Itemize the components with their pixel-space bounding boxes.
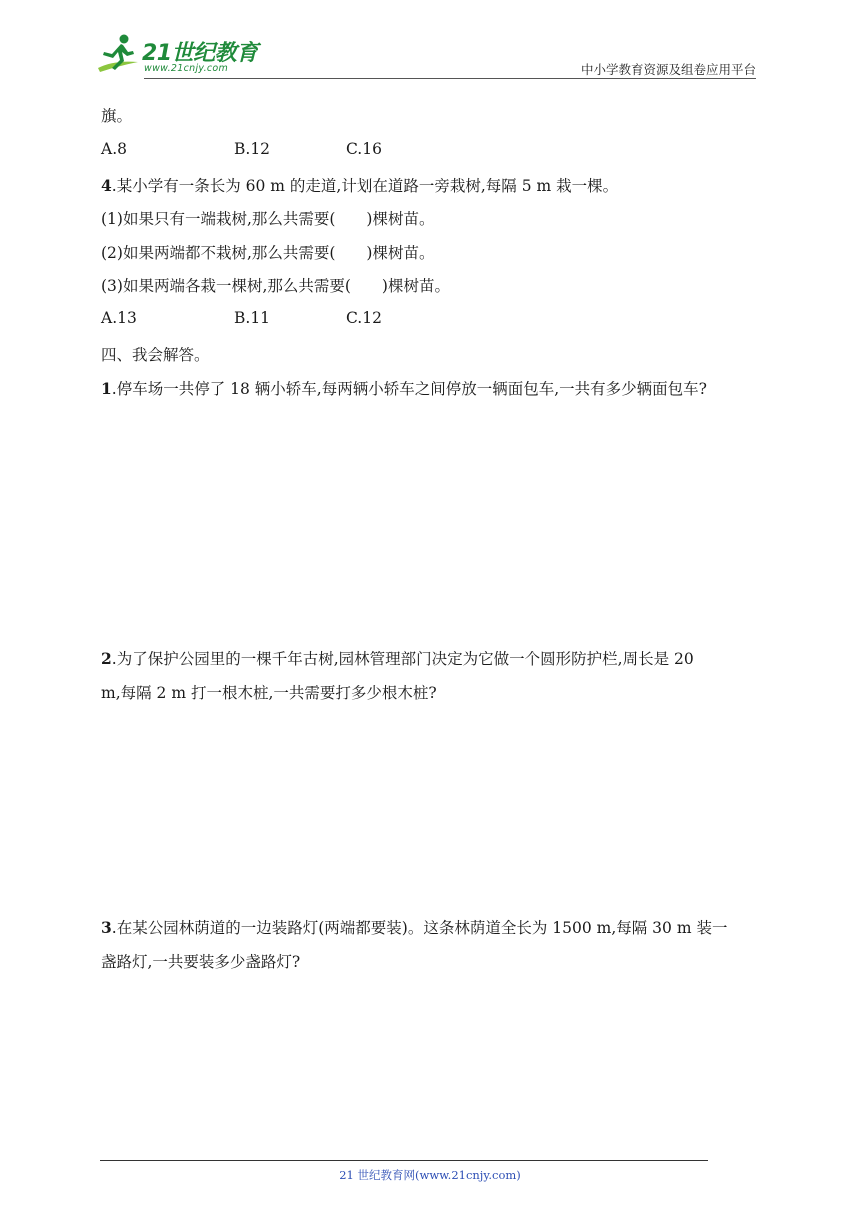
- q4-stem: [101, 174, 618, 196]
- logo-text: 21世纪教育: [142, 41, 258, 66]
- problem-2-line-2: m,每隔 2 m 打一根木桩,一共需要打多少根木桩?: [101, 684, 437, 702]
- q4-part-3: (3)如果两端各栽一棵树,那么共需要( )棵树苗。: [101, 277, 450, 295]
- option-c: C.12: [346, 309, 382, 327]
- problem-2-text: .为了保护公园里的一棵千年古树,园林管理部门决定为它做一个圆形防护栏,周长是 20: [111, 650, 694, 668]
- q3-options: [101, 140, 501, 160]
- problem-3: [101, 916, 727, 938]
- option-b: B.11: [234, 309, 271, 327]
- problem-3-number: 3: [101, 918, 112, 937]
- footer-link[interactable]: 21 世纪教育网(www.21cnjy.com): [339, 1168, 521, 1182]
- q4-part-2: (2)如果两端都不栽树,那么共需要( )棵树苗。: [101, 244, 435, 262]
- q4-options: [101, 309, 501, 329]
- problem-2: [101, 647, 694, 669]
- option-a: A.8: [101, 140, 127, 158]
- option-c: C.16: [346, 140, 382, 158]
- problem-3-line-2: 盏路灯,一共要装多少盏路灯?: [101, 953, 301, 971]
- header-divider: [144, 78, 756, 79]
- q4-part-1: (1)如果只有一端栽树,那么共需要( )棵树苗。: [101, 210, 435, 228]
- logo-url: www.21cnjy.com: [144, 63, 229, 74]
- problem-3-text: .在某公园林荫道的一边装路灯(两端都要装)。这条林荫道全长为 1500 m,每隔 30 m 装一: [111, 919, 728, 937]
- section-title: 四、我会解答。: [101, 346, 210, 364]
- runner-logo-icon: [94, 32, 140, 76]
- problem-2-number: 2: [101, 649, 112, 668]
- footer-divider: [100, 1160, 708, 1161]
- q4-stem-text: .某小学有一条长为 60 m 的走道,计划在道路一旁栽树,每隔 5 m 栽一棵。: [111, 177, 619, 195]
- problem-1-number: 1: [101, 379, 112, 398]
- header-platform-text: 中小学教育资源及组卷应用平台: [580, 62, 756, 77]
- logo: [92, 30, 262, 80]
- q4-number: 4: [101, 176, 112, 195]
- problem-1: [101, 377, 707, 399]
- option-b: B.12: [234, 140, 271, 158]
- continuation-text: 旗。: [101, 107, 133, 125]
- option-a: A.13: [101, 309, 137, 327]
- page-header: [92, 30, 756, 80]
- problem-1-text: .停车场一共停了 18 辆小轿车,每两辆小轿车之间停放一辆面包车,一共有多少辆面包车?: [111, 380, 707, 398]
